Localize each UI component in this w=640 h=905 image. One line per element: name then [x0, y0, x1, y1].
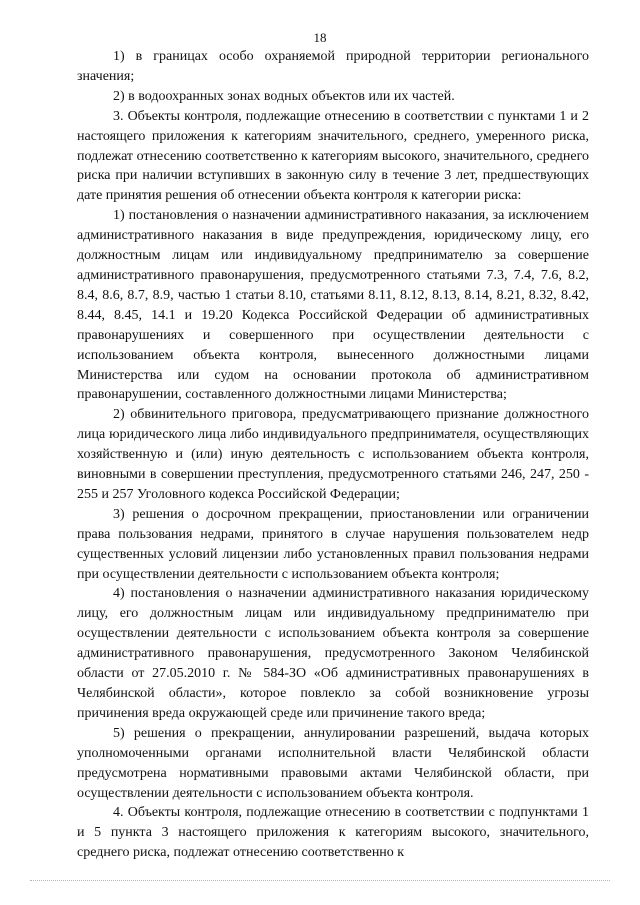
paragraph-3-item-2: 2) обвинительного приговора, предусматривающего признание должностного лица юридического лица либо индивидуального предпринимателя, осуществляющих хозяйственную и (или) иную деятельность с использованием объекта контроля, виновными в совершении преступления, предусмотренного статьями 246, 247, 250 - 255 и 257 Уголовного кодекса Российской Федерации;	[77, 407, 589, 502]
document-body	[77, 47, 589, 863]
paragraph-1-item-2: 2) в водоохранных зонах водных объектов или их частей.	[113, 88, 455, 104]
page-number: 18	[313, 30, 327, 45]
paragraph-3: 3. Объекты контроля, подлежащие отнесению в соответствии с пунктами 1 и 2 настоящего приложения к категориям значительного, среднего, умеренного риска, подлежат отнесению соответственно к категориям высокого, значительного, среднего риска при наличии вступивших в законную силу в течение 3 лет, предшествующих дате принятия решения об отнесении объекта контроля к категории риска:	[77, 108, 589, 204]
paragraph-1-item-1: 1) в границах особо охраняемой природной территории регионального значения;	[77, 49, 589, 84]
footer-divider	[30, 880, 610, 881]
paragraph-3-item-1: 1) постановления о назначении административного наказания, за исключением административного наказания в виде предупреждения, юридическому лицу, его должностным лицам или индивидуальному предпринимателю за совершение административного правонарушения, предусмотренного статьями 7.3, 7.4, 7.6, 8.2, 8.4, 8.6, 8.7, 8.9, частью 1 статьи 8.10, статьями 8.11, 8.12, 8.13, 8.14, 8.21, 8.32, 8.42, 8.44, 8.45, 14.1 и 19.20 Кодекса Российской Федерации об административных правонарушениях и совершенного при осуществлении деятельности с использованием объекта контроля, вынесенного должностными лицами Министерства или судом на основании протокола об административном правонарушении, составленного должностными лицами Министерства;	[77, 208, 589, 403]
paragraph-4: 4. Объекты контроля, подлежащие отнесению в соответствии с подпунктами 1 и 5 пункта 3 настоящего приложения к категориям высокого, значительного, среднего риска, подлежат отнесению соответственно к	[77, 805, 589, 861]
paragraph-3-item-4: 4) постановления о назначении административного наказания юридическому лицу, его должностным лицам или индивидуальному предпринимателю при осуществлении деятельности с использованием объекта контроля за совершение административного правонарушения, предусмотренного Законом Челябинской области от 27.05.2010 г. № 584-ЗО «Об административных правонарушениях в Челябинской области», которое повлекло за собой возникновение угрозы причинения вреда окружающей среде или причинение такого вреда;	[77, 586, 589, 721]
paragraph-3-item-5: 5) решения о прекращении, аннулировании разрешений, выдача которых уполномоченными органами исполнительной власти Челябинской области предусмотрена нормативными правовыми актами Челябинской области, при осуществлении деятельности с использованием объекта контроля.	[77, 725, 589, 801]
paragraph-3-item-3: 3) решения о досрочном прекращении, приостановлении или ограничении права пользования недрами, принятого в случае нарушения пользователем недр существенных условий лицензии либо установленных правил пользования недрами при осуществлении деятельности с использованием объекта контроля;	[77, 506, 589, 582]
